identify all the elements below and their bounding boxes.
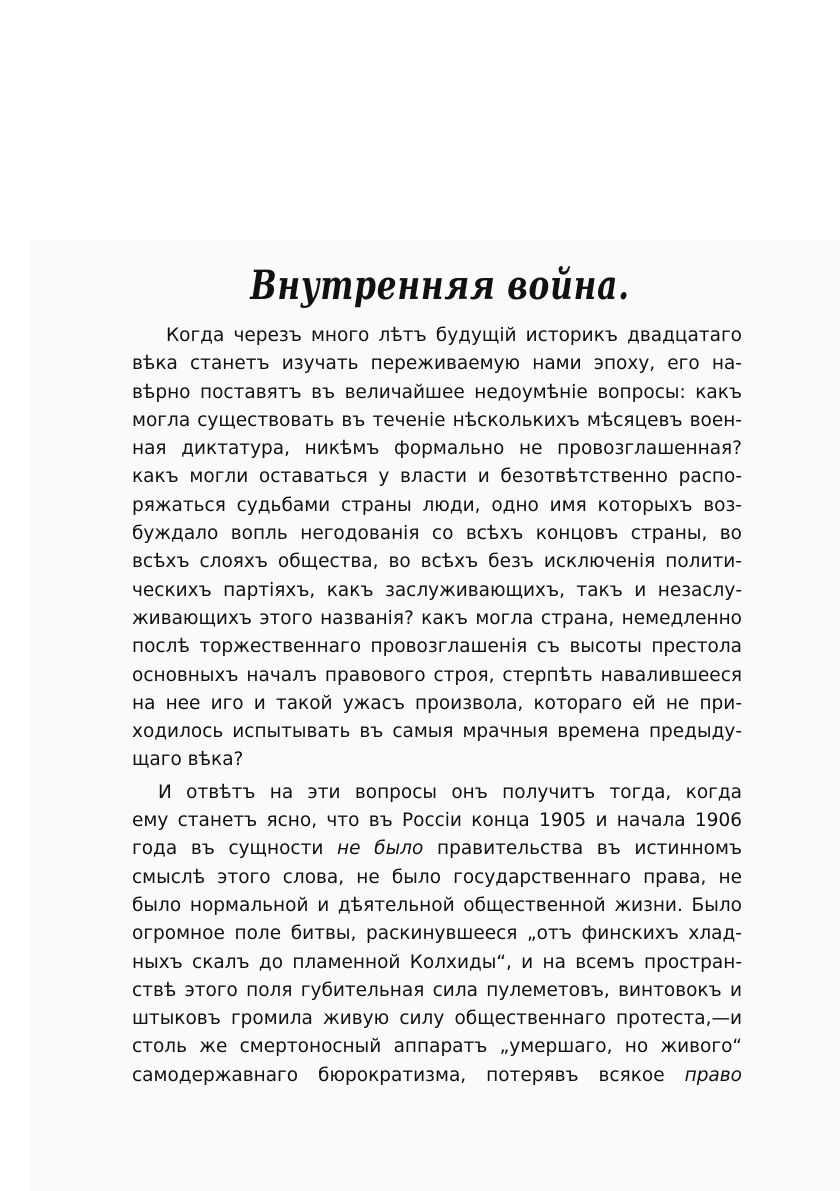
text-line: ствѣ этого поля губительная сила пулеметовъ, винтовокъ и xyxy=(132,979,742,1001)
text-line: вѣка станетъ изучать переживаемую нами эпоху, его на- xyxy=(132,353,742,375)
text-line: послѣ торжественнаго провозглашенія съ высоты престола xyxy=(132,636,742,658)
text-line: на нее иго и такой ужасъ произвола, котораго ей не при- xyxy=(132,692,742,714)
text-line: смыслѣ этого слова, не было государственнаго права, не xyxy=(132,866,742,888)
text-line: ныхъ скалъ до пламенной Колхиды“, и на всемъ простран- xyxy=(132,951,742,973)
text-line-with-emphasis xyxy=(132,835,742,863)
emphasized-text: право xyxy=(684,1064,742,1086)
text-line: огромное поле битвы, раскинувшееся „отъ финскихъ хлад- xyxy=(132,923,742,945)
text-line: И отвѣтъ на эти вопросы онъ получитъ тогда, когда xyxy=(158,781,742,803)
text-line: ческихъ партіяхъ, какъ заслуживающихъ, такъ и незаслу- xyxy=(132,579,742,601)
text-line: ряжаться судьбами страны люди, одно имя которыхъ воз- xyxy=(132,494,742,516)
text-line: вѣрно поставятъ въ величайшее недоумѣніе вопросы: какъ xyxy=(132,381,742,403)
text-line: всѣхъ слояхъ общества, во всѣхъ безъ исключенія полити- xyxy=(132,551,742,573)
text-segment: правительства въ истинномъ xyxy=(436,838,742,860)
text-line: было нормальной и дѣятельной общественной жизни. Было xyxy=(132,894,742,916)
text-line: щаго вѣка? xyxy=(132,749,244,771)
text-line: могла существовать въ теченіе нѣсколькихъ мѣсяцевъ воен- xyxy=(132,409,742,431)
text-line: столь же смертоносный аппаратъ „умершаго, но живого“ xyxy=(132,1036,742,1058)
text-line: буждало вопль негодованія со всѣхъ концовъ страны, во xyxy=(132,523,742,545)
text-line: ходилось испытывать въ самыя мрачныя времена предыду- xyxy=(132,721,742,743)
text-segment: года въ сущности xyxy=(132,838,324,860)
text-line: Когда черезъ много лѣтъ будущій историкъ двадцатаго xyxy=(166,325,742,346)
text-segment: самодержавнаго бюрократизма, потерявъ всякое xyxy=(132,1064,665,1086)
text-line: ему станетъ ясно, что въ Россіи конца 1905 и начала 1906 xyxy=(132,810,742,832)
emphasized-text: не было xyxy=(337,838,424,860)
text-line: ная диктатура, никѣмъ формально не провозглашенная? xyxy=(132,438,742,460)
text-line: живающихъ этого названія? какъ могла страна, немедленно xyxy=(132,607,742,629)
text-line: штыковъ громила живую силу общественнаго протеста,—и xyxy=(132,1008,742,1030)
body-text xyxy=(132,322,742,1090)
text-line: какъ могли оставаться у власти и безотвѣтственно распо- xyxy=(132,466,742,488)
text-line: основныхъ началъ правового строя, стерпѣть навалившееся xyxy=(132,664,742,686)
chapter-title: Внутренняя война. xyxy=(250,262,630,309)
text-line-with-emphasis xyxy=(132,1062,742,1090)
